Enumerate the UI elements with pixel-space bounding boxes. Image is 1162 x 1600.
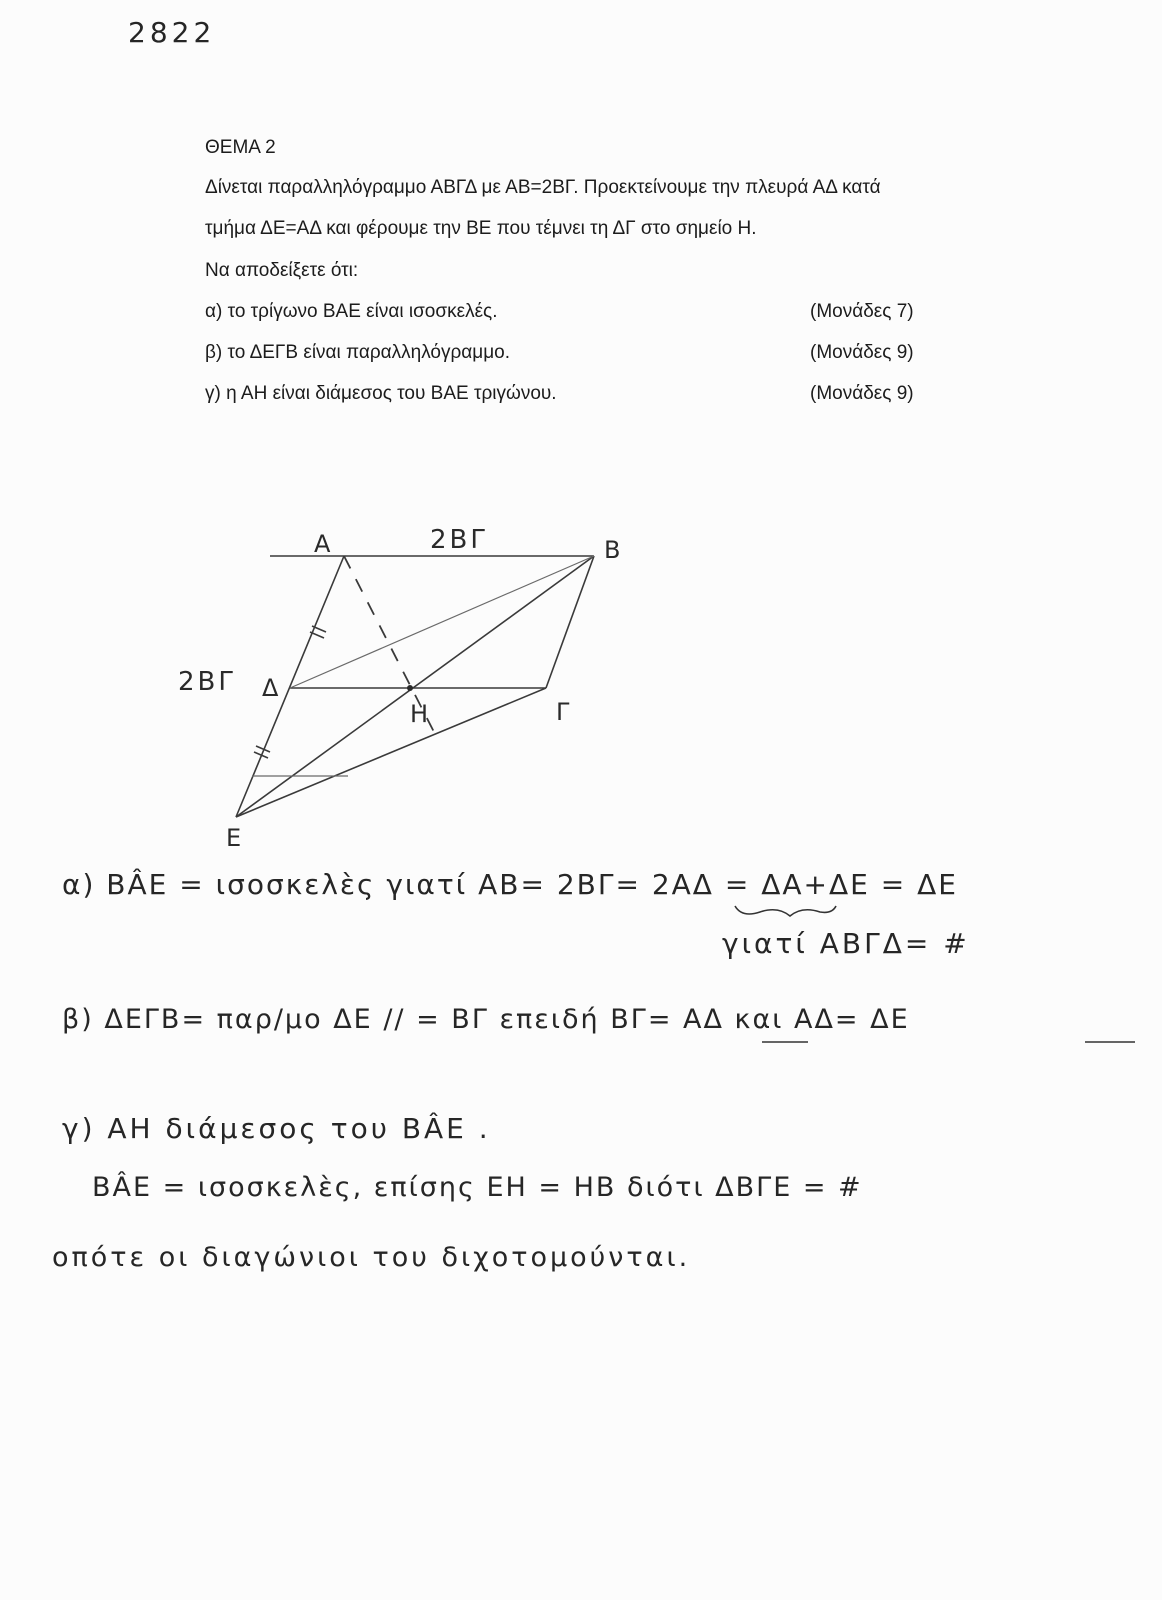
problem-prompt: Να αποδείξετε ότι:: [205, 260, 359, 281]
brace-under-2BG: [735, 906, 836, 916]
solution-g: γ) ΑΗ διάμεσος του ΒÂΕ .: [62, 1112, 491, 1145]
label-B: Β: [604, 536, 621, 564]
label-A: Α: [314, 530, 331, 558]
label-G: Γ: [556, 698, 570, 726]
problem-line-2: τμήμα ΔΕ=ΑΔ και φέρουμε την ΒΕ που τέμνει τη ΔΓ στο σημείο Η.: [205, 218, 757, 239]
solution-a: α) ΒÂΕ = ισοσκελὲς γιατί ΑΒ= 2ΒΓ= 2ΑΔ = ΔΑ+ΔΕ = ΔΕ: [62, 868, 958, 901]
solution-a-note: γιατί ΑΒΓΔ= #: [722, 927, 970, 960]
part-b-text: β) το ΔΕΓΒ είναι παραλληλόγραμμο.: [205, 342, 511, 363]
solution-g-3: οπότε οι διαγώνιοι του διχοτομούνται.: [52, 1242, 691, 1273]
part-a-marks: (Μονάδες 7): [810, 301, 914, 322]
part-g-text: γ) η ΑΗ είναι διάμεσος του ΒΑΕ τριγώνου.: [205, 383, 557, 404]
solution-g-2: ΒÂΕ = ισοσκελὲς, επίσης ΕΗ = ΗΒ διότι ΔΒΓΕ = #: [92, 1172, 863, 1203]
label-left-side: 2ΒΓ: [178, 667, 236, 697]
label-E: Ε: [226, 824, 242, 852]
part-a-text: α) το τρίγωνο ΒΑΕ είναι ισοσκελές.: [205, 301, 498, 322]
problem-heading: ΘΕΜΑ 2: [205, 137, 276, 158]
part-b-marks: (Μονάδες 9): [810, 342, 914, 363]
page-number: 2822: [128, 16, 216, 49]
part-g-marks: (Μονάδες 9): [810, 383, 914, 404]
label-D: Δ: [262, 674, 279, 702]
label-H: Η: [410, 700, 429, 728]
problem-line-1: Δίνεται παραλληλόγραμμο ΑΒΓΔ με ΑΒ=2ΒΓ. Προεκτείνουμε την πλευρά ΑΔ κατά: [205, 177, 881, 198]
solution-b: β) ΔΕΓΒ= παρ/μο ΔΕ // = ΒΓ επειδή ΒΓ= ΑΔ και ΑΔ= ΔΕ: [62, 1004, 910, 1035]
label-top-side: 2ΒΓ: [430, 525, 488, 555]
